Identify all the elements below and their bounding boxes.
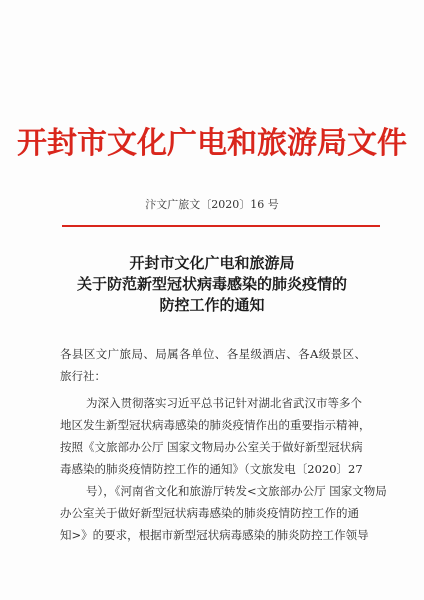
salutation: 各县区文广旅局、局属各单位、各星级酒店、各A级景区、旅行社： — [60, 347, 366, 383]
notice-title-line: 防控工作的通知 — [159, 296, 265, 314]
document-header-title: 开封市文化广电和旅游局文件 — [17, 126, 407, 161]
body-line: 毒感染的肺炎疫情防控工作的通知》（文旅发电〔2020〕27 — [60, 462, 363, 476]
body-text — [60, 392, 387, 546]
body-line: 为深入贯彻落实习近平总书记针对湖北省武汉市等多个 — [86, 396, 362, 410]
body-line: 地区发生新型冠状病毒感染的肺炎疫情作出的重要指示精神， — [60, 418, 371, 432]
body-line: 办公室关于做好新型冠状病毒感染的肺炎疫情防控工作的通 — [60, 506, 359, 520]
notice-title-line: 关于防范新型冠状病毒感染的肺炎疫情的 — [76, 275, 347, 293]
document-number: 汴文广旅文〔2020〕16 号 — [145, 198, 279, 211]
body-line: 知>》的要求，根据市新型冠状病毒感染的肺炎防控工作领导 — [60, 528, 369, 542]
notice-title-line: 开封市文化广电和旅游局 — [129, 254, 295, 272]
red-separator-line — [62, 225, 380, 227]
body-line: 号），《河南省文化和旅游厅转发<文旅部办公厅 国家文物局 — [86, 484, 387, 498]
body-line: 按照《文旅部办公厅 国家文物局办公室关于做好新型冠状病 — [60, 440, 363, 454]
notice-title — [0, 253, 424, 316]
